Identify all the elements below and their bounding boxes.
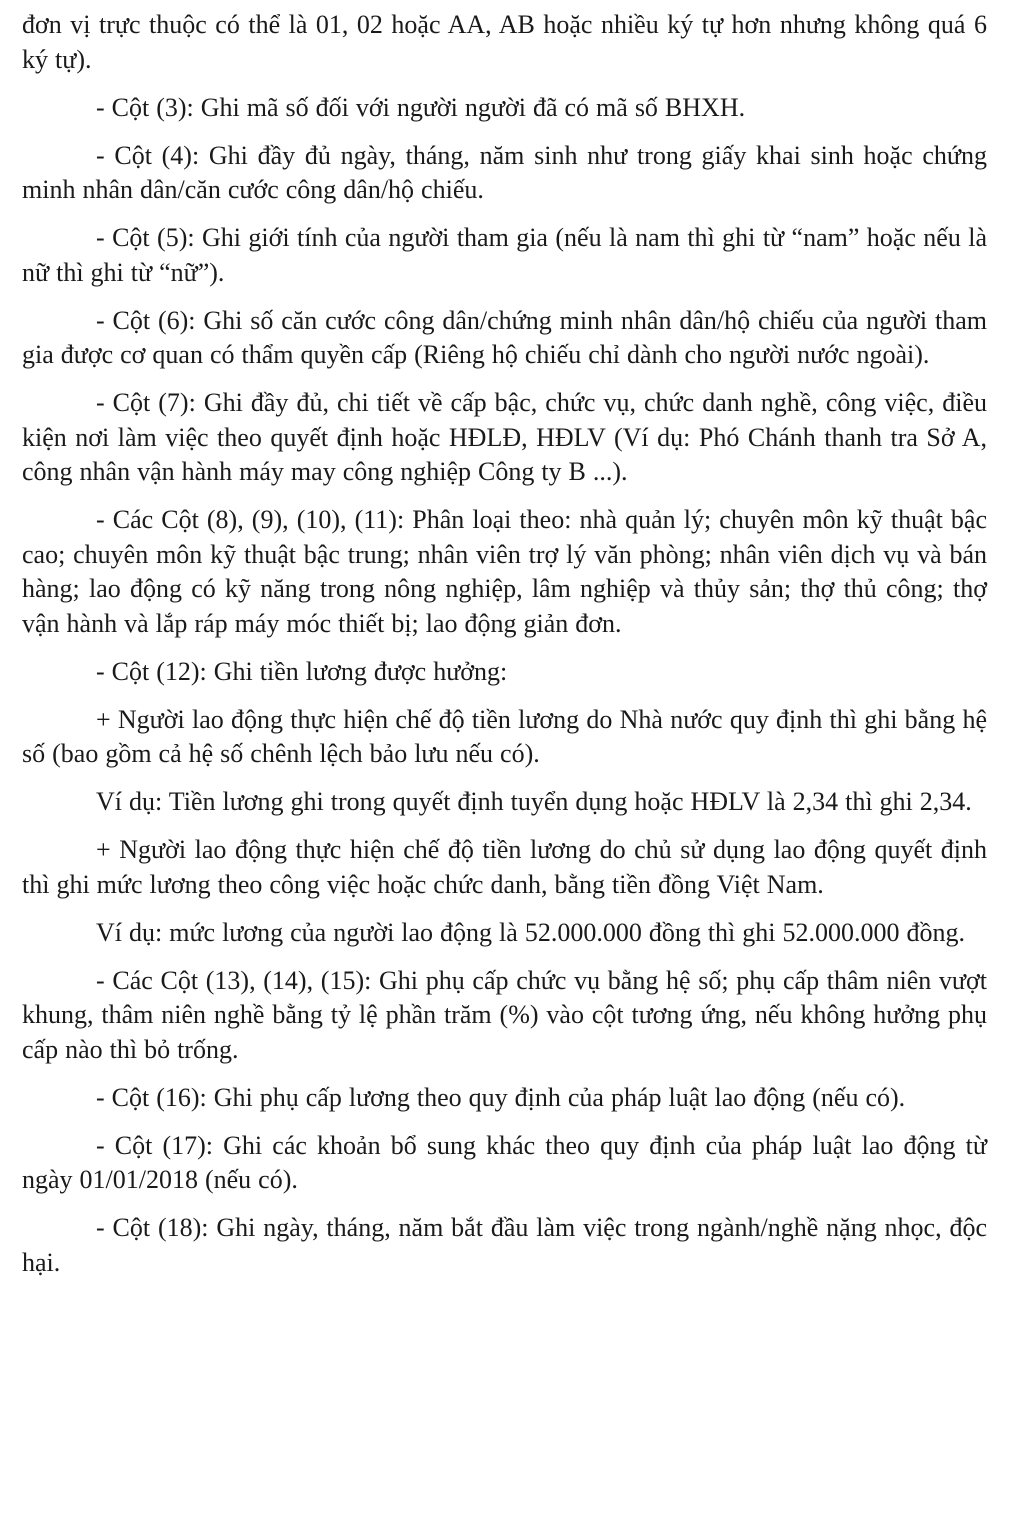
paragraph-employer-salary: + Người lao động thực hiện chế độ tiền lương do chủ sử dụng lao động quyết định thì ghi mức lương theo công việc hoặc chức danh, bằng tiền đồng Việt Nam.	[22, 835, 987, 899]
paragraph-columns-13-15: - Các Cột (13), (14), (15): Ghi phụ cấp chức vụ bằng hệ số; phụ cấp thâm niên vượt khung, thâm niên nghề bằng tỷ lệ phần trăm (%) vào cột tương ứng, nếu không hưởng phụ cấp nào thì bỏ trống.	[22, 965, 987, 1064]
paragraph-column-3: - Cột (3): Ghi mã số đối với người người đã có mã số BHXH.	[96, 92, 746, 122]
paragraph-column-12: - Cột (12): Ghi tiền lương được hưởng:	[96, 656, 508, 686]
paragraph-column-6: - Cột (6): Ghi số căn cước công dân/chứng minh nhân dân/hộ chiếu của người tham gia được cơ quan có thẩm quyền cấp (Riêng hộ chiếu chỉ dành cho người nước ngoài).	[22, 305, 987, 369]
paragraph-column-7: - Cột (7): Ghi đầy đủ, chi tiết về cấp bậc, chức vụ, chức danh nghề, công việc, điều kiện nơi làm việc theo quyết định hoặc HĐLĐ, HĐLV (Ví dụ: Phó Chánh thanh tra Sở A, công nhân vận hành máy may công nghiệp Công ty B ...).	[22, 388, 987, 486]
paragraph-column-4: - Cột (4): Ghi đầy đủ ngày, tháng, năm sinh như trong giấy khai sinh hoặc chứng minh nhân dân/căn cước công dân/hộ chiếu.	[22, 140, 987, 204]
paragraph-example-vnd: Ví dụ: mức lương của người lao động là 52.000.000 đồng thì ghi 52.000.000 đồng.	[96, 917, 965, 947]
paragraph-column-17: - Cột (17): Ghi các khoản bổ sung khác theo quy định của pháp luật lao động từ ngày 01/01/2018 (nếu có).	[22, 1130, 987, 1194]
paragraph-example-coefficient: Ví dụ: Tiền lương ghi trong quyết định tuyển dụng hoặc HĐLV là 2,34 thì ghi 2,34.	[96, 787, 972, 816]
paragraph-continuation: đơn vị trực thuộc có thể là 01, 02 hoặc AA, AB hoặc nhiều ký tự hơn nhưng không quá 6 ký tự).	[22, 10, 987, 74]
paragraph-column-5: - Cột (5): Ghi giới tính của người tham gia (nếu là nam thì ghi từ “nam” hoặc nếu là nữ thì ghi từ “nữ”).	[22, 223, 987, 287]
paragraph-column-16: - Cột (16): Ghi phụ cấp lương theo quy định của pháp luật lao động (nếu có).	[96, 1082, 906, 1112]
paragraph-column-18: - Cột (18): Ghi ngày, tháng, năm bắt đầu làm việc trong ngành/nghề nặng nhọc, độc hại.	[22, 1213, 987, 1277]
paragraph-state-salary: + Người lao động thực hiện chế độ tiền lương do Nhà nước quy định thì ghi bằng hệ số (bao gồm cả hệ số chênh lệch bảo lưu nếu có).	[22, 704, 987, 768]
paragraph-columns-8-11: - Các Cột (8), (9), (10), (11): Phân loại theo: nhà quản lý; chuyên môn kỹ thuật bậc cao; chuyên môn kỹ thuật bậc trung; nhân viên trợ lý văn phòng; nhân viên dịch vụ và bán hàng; lao động có kỹ năng trong nông nghiệp, lâm nghiệp và thủy sản; thợ thủ công; thợ vận hành và lắp ráp máy móc thiết bị; lao động giản đơn.	[22, 505, 987, 638]
